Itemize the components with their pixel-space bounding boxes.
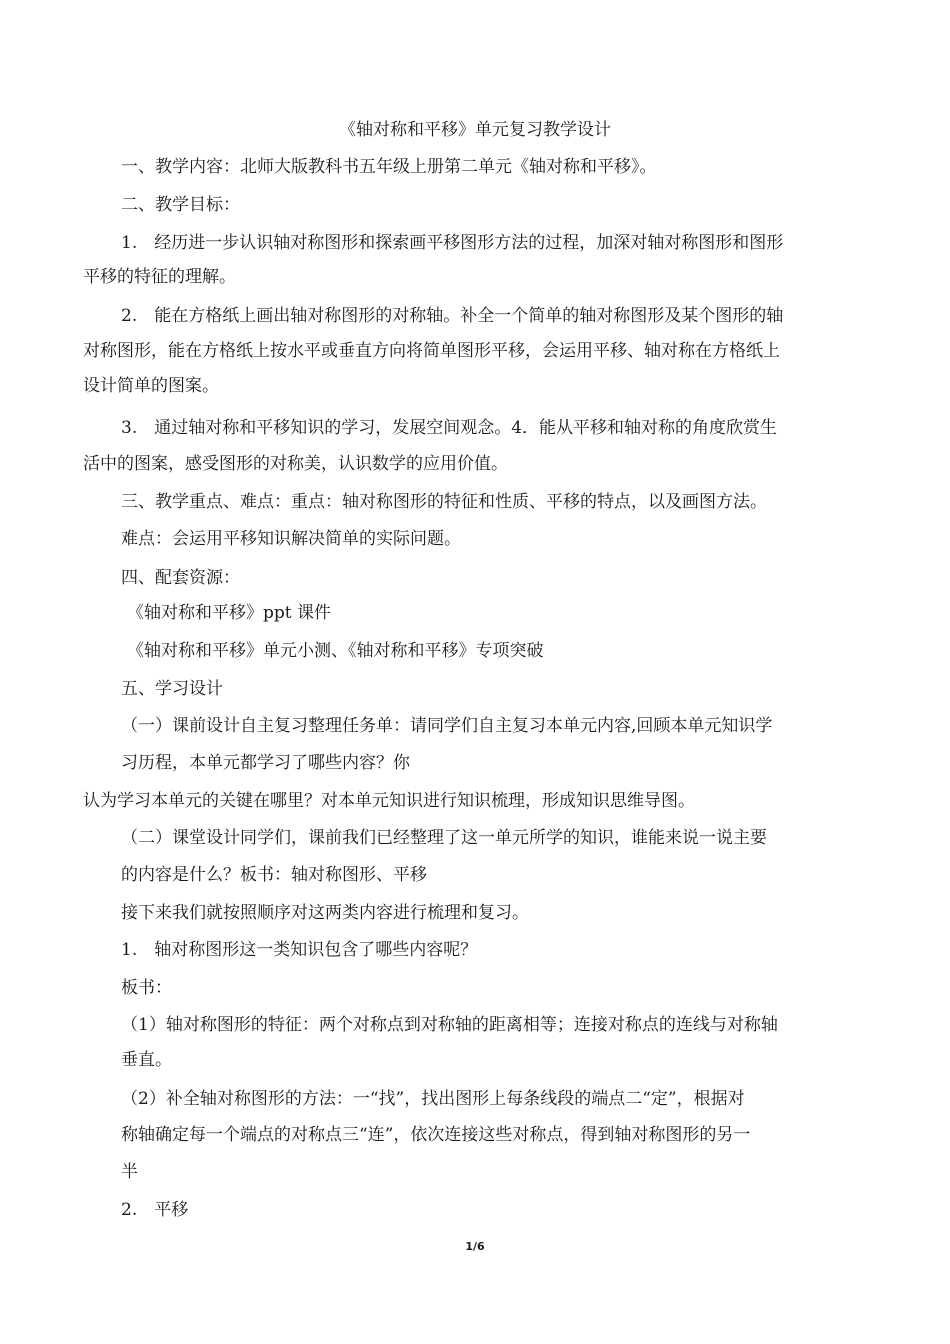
- in-class-line-3: 接下来我们就按照顺序对这两类内容进行梳理和复习。: [121, 903, 529, 923]
- section-learning-design: 五、学习设计: [121, 679, 223, 699]
- topic-1-heading: 1. 轴对称图形这一类知识包含了哪些内容呢？: [121, 940, 478, 960]
- in-class-line-1: （二）课堂设计同学们，课前我们已经整理了这一单元所学的知识，谁能来说一说主要: [121, 828, 767, 848]
- goal-1-line-2: 平移的特征的理解。: [83, 267, 236, 287]
- goal-3-line-1: 3. 通过轴对称和平移知识的学习，发展空间观念。4．能从平移和轴对称的角度欣赏生: [121, 418, 778, 438]
- goal-3-line-2: 活中的图案，感受图形的对称美，认识数学的应用价值。: [83, 454, 508, 474]
- topic-2-heading: 2. 平移: [121, 1200, 189, 1220]
- pre-class-line-3: 认为学习本单元的关键在哪里？对本单元知识进行知识梳理，形成知识思维导图。: [83, 791, 695, 811]
- resource-tests: 《轴对称和平移》单元小测、《轴对称和平移》专项突破: [127, 641, 544, 661]
- section-key-points: 三、教学重点、难点：重点：轴对称图形的特征和性质、平移的特点，以及画图方法。: [121, 492, 767, 512]
- method-line-3: 半: [121, 1162, 138, 1182]
- in-class-line-2: 的内容是什么？板书：轴对称图形、平移: [121, 865, 427, 885]
- difficult-points: 难点：会运用平移知识解决简单的实际问题。: [121, 529, 461, 549]
- goal-1-line-1: 1. 经历进一步认识轴对称图形和探索画平移图形方法的过程，加深对轴对称图形和图形: [121, 233, 784, 253]
- section-teaching-goals: 二、教学目标：: [121, 195, 240, 215]
- page-number: 1/6: [465, 1240, 485, 1253]
- goal-2-line-1: 2. 能在方格纸上画出轴对称图形的对称轴。补全一个简单的轴对称图形及某个图形的轴: [121, 306, 784, 326]
- section-resources: 四、配套资源：: [121, 568, 240, 588]
- document-title: 《轴对称和平移》单元复习教学设计: [339, 120, 611, 140]
- board-label: 板书：: [121, 978, 172, 998]
- pre-class-line-2: 习历程，本单元都学习了哪些内容？你: [121, 753, 410, 773]
- resource-courseware: 《轴对称和平移》ppt 课件: [127, 603, 331, 623]
- goal-2-line-3: 设计简单的图案。: [83, 376, 219, 396]
- method-line-2: 称轴确定每一个端点的对称点三“连”，依次连接这些对称点，得到轴对称图形的另一: [121, 1125, 751, 1145]
- method-line-1: （2）补全轴对称图形的方法：一“找”，找出图形上每条线段的端点二“定”，根据对: [121, 1089, 745, 1109]
- feature-line-2: 垂直。: [121, 1050, 172, 1070]
- pre-class-line-1: （一）课前设计自主复习整理任务单：请同学们自主复习本单元内容,回顾本单元知识学: [121, 716, 773, 736]
- feature-line-1: （1）轴对称图形的特征：两个对称点到对称轴的距离相等；连接对称点的连线与对称轴: [121, 1015, 778, 1035]
- section-teaching-content: 一、教学内容：北师大版教科书五年级上册第二单元《轴对称和平移》。: [121, 157, 657, 177]
- goal-2-line-2: 对称图形，能在方格纸上按水平或垂直方向将简单图形平移，会运用平移、轴对称在方格纸上: [83, 341, 780, 361]
